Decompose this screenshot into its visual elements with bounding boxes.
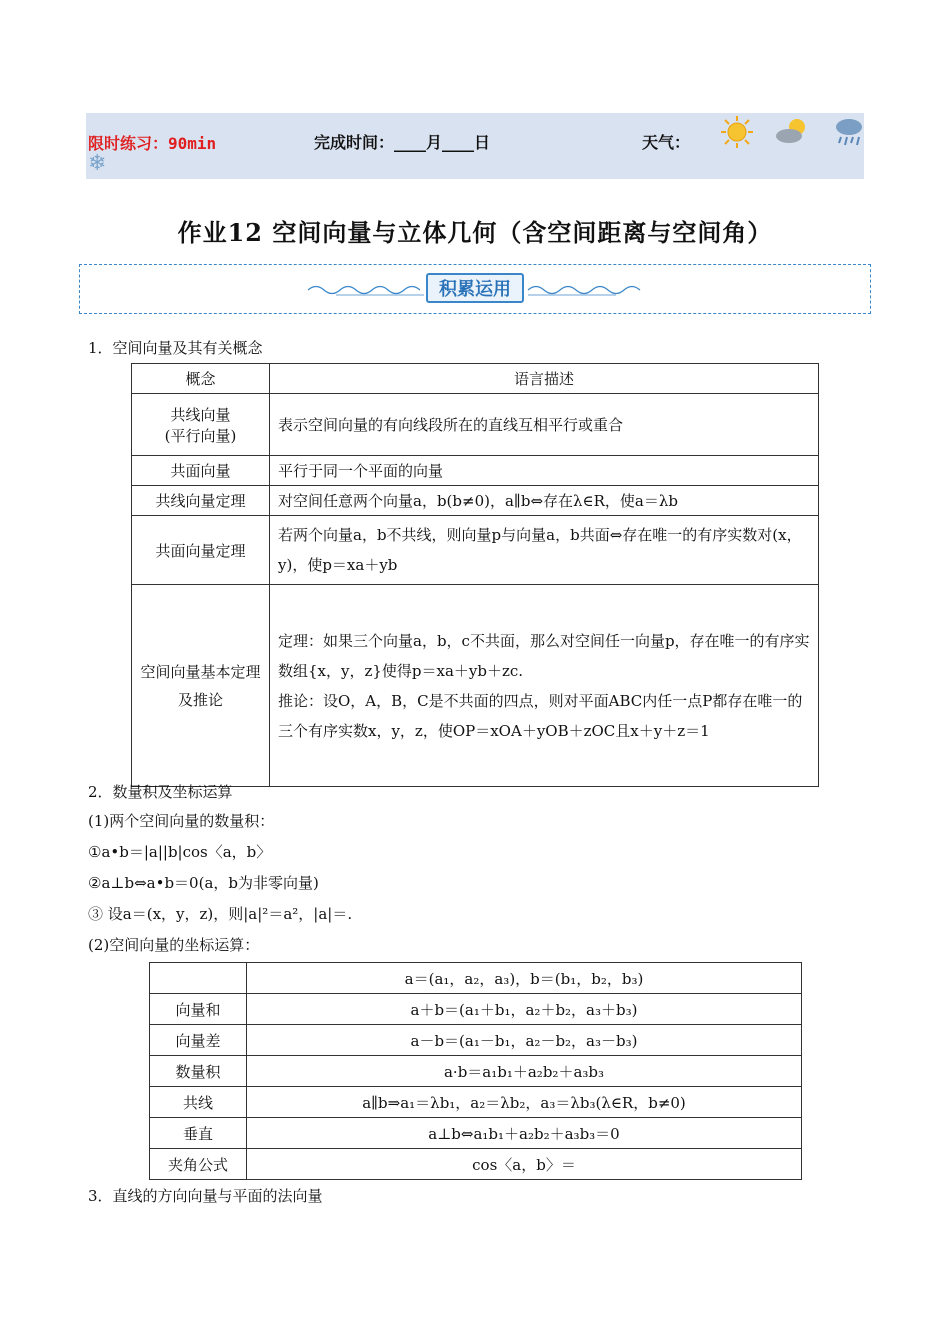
concept-table	[131, 363, 819, 787]
header-banner	[86, 113, 864, 179]
coord-header-blank	[150, 963, 247, 994]
row-label-difference: 向量差	[150, 1025, 247, 1056]
desc-collinear: 表示空间向量的有向线段所在的直线互相平行或重合	[270, 394, 819, 456]
section-3-heading: 3．直线的方向向量与平面的法向量	[88, 1187, 323, 1205]
row-label-dot: 数量积	[150, 1056, 247, 1087]
header-description: 语言描述	[270, 364, 819, 394]
desc-coplanar: 平行于同一个平面的向量	[270, 456, 819, 486]
row-formula-collinear: a∥b⇒a₁＝λb₁，a₂＝λb₂，a₃＝λb₃(λ∈R，b≠0)	[247, 1087, 802, 1118]
snowflake-icon: ❄	[88, 151, 107, 176]
row-formula-difference: a－b＝(a₁－b₁，a₂－b₂，a₃－b₃)	[247, 1025, 802, 1056]
desc-basis-corollary: 推论：设O，A，B，C是不共面的四点，则对平面ABC内任一点P都存在唯一的三个有序实数x，y，z，使OP＝xOA＋yOB＋zOC且x＋y＋z＝1	[278, 691, 803, 740]
page-title: 作业12 空间向量与立体几何（含空间距离与空间角）	[177, 218, 773, 247]
concept-coplanar-theorem: 共面向量定理	[132, 516, 270, 585]
concept-coplanar: 共面向量	[132, 456, 270, 486]
section-header-box	[79, 264, 871, 314]
formula-perpendicular: ②a⊥b⇔a•b＝0(a，b为非零向量)	[88, 874, 319, 892]
concept-basis-theorem: 空间向量基本定理及推论	[132, 585, 270, 787]
row-label-angle: 夹角公式	[150, 1149, 247, 1180]
sun-icon	[720, 115, 754, 149]
row-formula-sum: a＋b＝(a₁＋b₁，a₂＋b₂，a₃＋b₃)	[247, 994, 802, 1025]
row-formula-dot: a·b＝a₁b₁＋a₂b₂＋a₃b₃	[247, 1056, 802, 1087]
formula-dot-product: ①a•b＝|a||b|cos〈a，b〉	[88, 843, 272, 861]
row-formula-perpendicular: a⊥b⇔a₁b₁＋a₂b₂＋a₃b₃＝0	[247, 1118, 802, 1149]
time-limit: 限时练习：90min	[88, 134, 217, 153]
desc-basis-theorem: 定理：如果三个向量a，b，c不共面，那么对空间任一向量p，存在唯一的有序实数组{x，y，z}使得p＝xa＋yb＋zc.	[278, 631, 810, 680]
subsection-dot-product: (1)两个空间向量的数量积：	[88, 812, 275, 830]
row-formula-angle: cos〈a，b〉＝	[247, 1149, 802, 1180]
weather-label: 天气：	[642, 133, 691, 152]
desc-collinear-theorem: 对空间任意两个向量a，b(b≠0)，a∥b⇔存在λ∈R，使a＝λb	[270, 486, 819, 516]
desc-coplanar-theorem: 若两个向量a，b不共线，则向量p与向量a，b共面⇔存在唯一的有序实数对(x，y)，使p＝xa＋yb	[270, 516, 819, 585]
subsection-coordinates: (2)空间向量的坐标运算：	[88, 936, 260, 954]
section-1-heading: 1．空间向量及其有关概念	[88, 339, 263, 357]
header-concept: 概念	[132, 364, 270, 394]
rain-icon	[834, 115, 864, 149]
concept-collinear: 共线向量 (平行向量)	[132, 394, 270, 456]
completion-time: 完成时间：____月____日	[314, 133, 491, 152]
row-label-collinear: 共线	[150, 1087, 247, 1118]
concept-collinear-theorem: 共线向量定理	[132, 486, 270, 516]
accumulate-badge: 积累运用	[426, 273, 524, 303]
coordinate-table	[149, 962, 802, 1180]
formula-magnitude: ③ 设a＝(x，y，z)，则|a|²＝a²，|a|＝.	[88, 905, 353, 923]
right-wave-ornament	[526, 283, 646, 297]
left-wave-ornament	[306, 283, 426, 297]
row-label-sum: 向量和	[150, 994, 247, 1025]
section-2-heading: 2．数量积及坐标运算	[88, 783, 233, 801]
row-label-perpendicular: 垂直	[150, 1118, 247, 1149]
coord-header: a＝(a₁，a₂，a₃)，b＝(b₁，b₂，b₃)	[247, 963, 802, 994]
partly-cloudy-icon	[774, 115, 812, 149]
